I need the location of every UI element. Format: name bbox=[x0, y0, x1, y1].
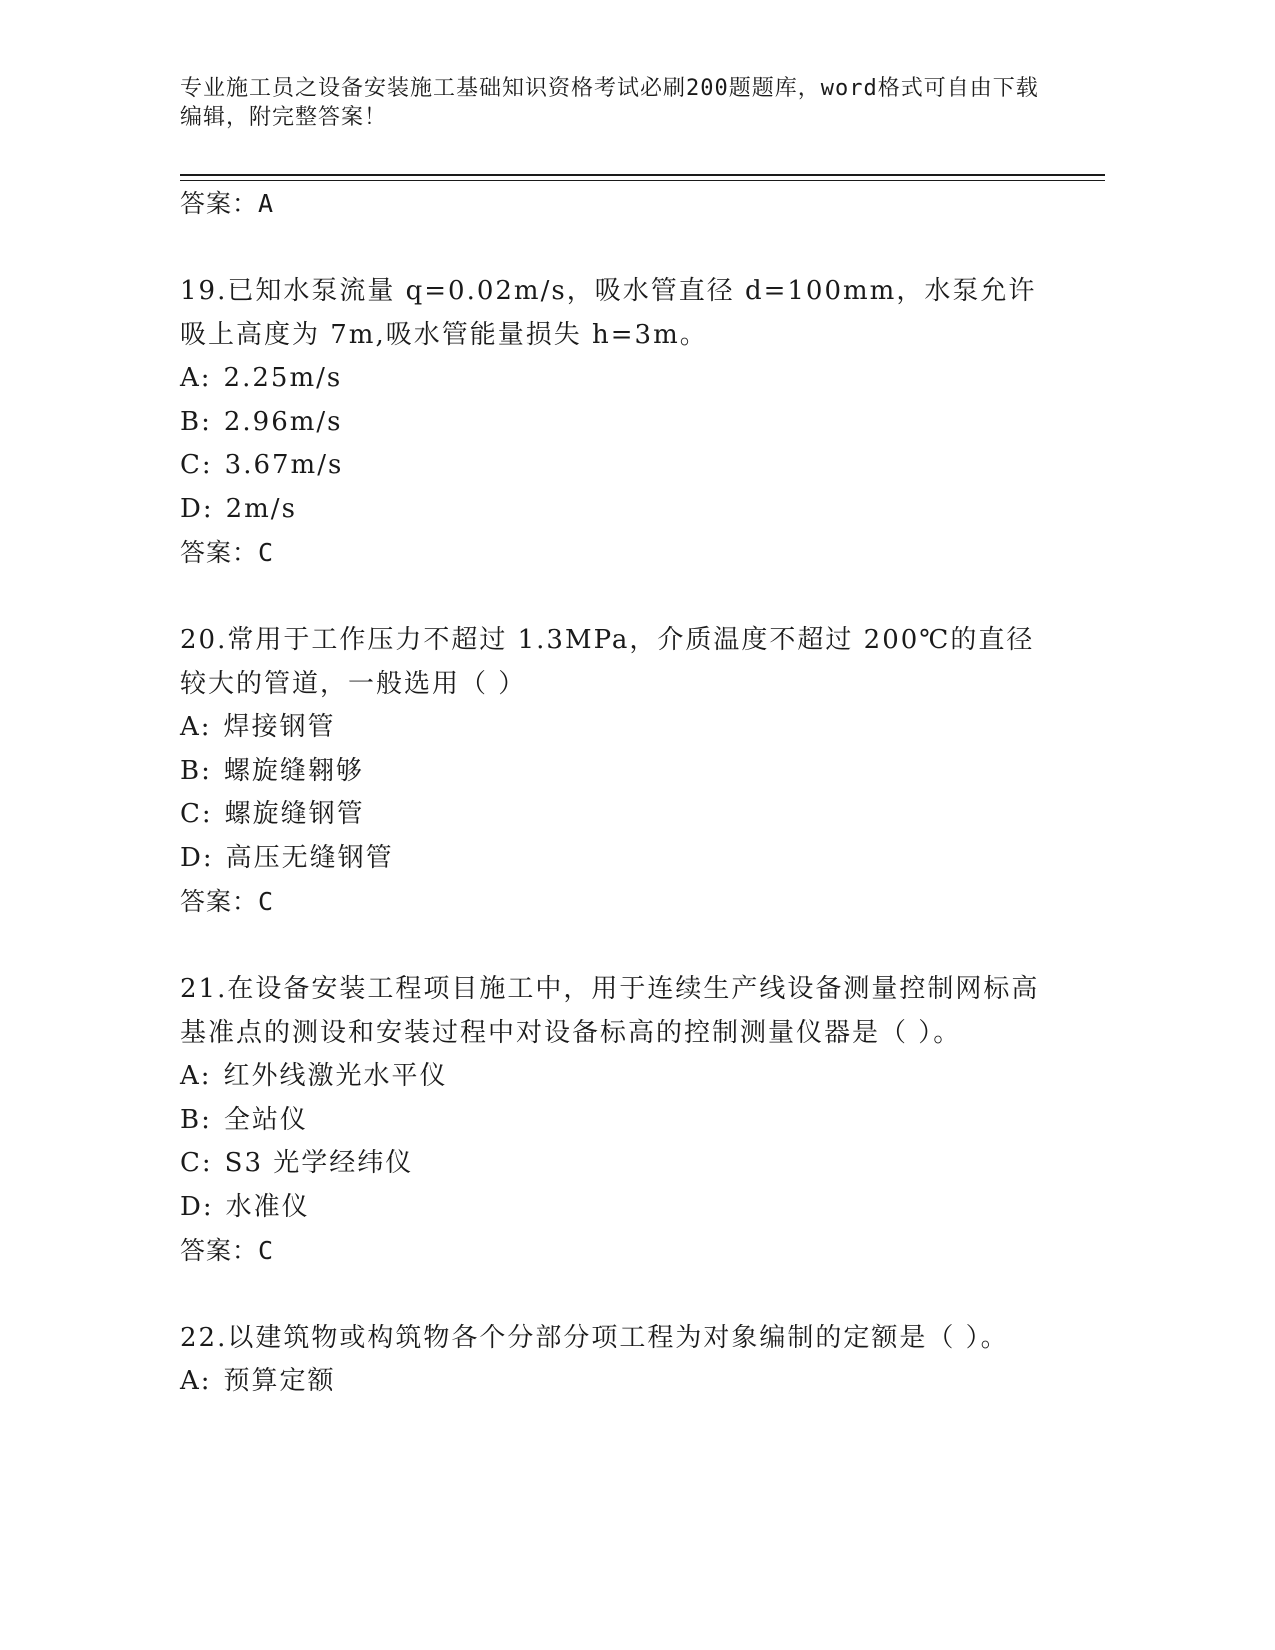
option-label: B: bbox=[180, 406, 212, 437]
option-text: 2.96m/s bbox=[223, 406, 343, 437]
option-label: A: bbox=[180, 1061, 212, 1091]
header-divider-thick bbox=[180, 174, 1105, 176]
answer-line: 答案：C bbox=[180, 1236, 275, 1265]
option-text: 预算定额 bbox=[223, 1366, 336, 1396]
option-text: 水准仪 bbox=[225, 1191, 310, 1222]
option-c bbox=[180, 1142, 1040, 1186]
option-text: 高压无缝钢管 bbox=[225, 842, 394, 873]
option-a bbox=[180, 357, 1040, 401]
option-a bbox=[180, 1055, 1040, 1099]
option-c bbox=[180, 793, 1040, 837]
question-stem: 21.在设备安装工程项目施工中，用于连续生产线设备测量控制网标高基准点的测设和安装过程中对设备标高的控制测量仪器是（ ）。 bbox=[180, 974, 1040, 1048]
question-22 bbox=[180, 1316, 1040, 1404]
option-label: D: bbox=[180, 493, 214, 524]
answer-line: 答案：A bbox=[180, 189, 275, 218]
option-b bbox=[180, 750, 1040, 794]
option-a bbox=[180, 1360, 1040, 1404]
option-b bbox=[180, 1099, 1040, 1143]
option-text: S3 光学经纬仪 bbox=[224, 1148, 414, 1178]
option-a bbox=[180, 706, 1040, 750]
option-b bbox=[180, 401, 1040, 445]
option-label: C: bbox=[180, 799, 213, 829]
question-19 bbox=[180, 269, 1040, 575]
option-text: 螺旋缝钢管 bbox=[224, 799, 365, 829]
option-label: B: bbox=[180, 1104, 212, 1135]
option-label: C: bbox=[180, 450, 213, 480]
document-header: 专业施工员之设备安装施工基础知识资格考试必刷200题题库，word格式可自由下载编辑，附完整答案！ bbox=[180, 76, 1039, 130]
answer-line: 答案：C bbox=[180, 887, 275, 916]
option-d bbox=[180, 837, 1040, 881]
question-stem: 22.以建筑物或构筑物各个分部分项工程为对象编制的定额是（ ）。 bbox=[180, 1323, 1009, 1353]
option-label: A: bbox=[180, 363, 212, 393]
option-text: 2m/s bbox=[225, 493, 297, 524]
option-text: 3.67m/s bbox=[224, 450, 344, 480]
option-text: 全站仪 bbox=[223, 1104, 308, 1135]
question-stem: 19.已知水泵流量 q=0.02m/s，吸水管直径 d=100mm，水泵允许吸上高度为 7m,吸水管能量损失 h=3m。 bbox=[180, 276, 1037, 350]
option-text: 焊接钢管 bbox=[223, 712, 336, 742]
question-list bbox=[180, 180, 1040, 1404]
option-c bbox=[180, 444, 1040, 488]
option-label: A: bbox=[180, 712, 212, 742]
question-20 bbox=[180, 618, 1040, 924]
option-label: A: bbox=[180, 1366, 212, 1396]
answer-line: 答案：C bbox=[180, 538, 275, 567]
question-21 bbox=[180, 967, 1040, 1273]
option-label: D: bbox=[180, 842, 214, 873]
option-text: 红外线激光水平仪 bbox=[223, 1061, 448, 1091]
option-label: B: bbox=[180, 755, 212, 786]
option-label: C: bbox=[180, 1148, 213, 1178]
option-d bbox=[180, 488, 1040, 532]
option-label: D: bbox=[180, 1191, 214, 1222]
question-stem: 20.常用于工作压力不超过 1.3MPa，介质温度不超过 200℃的直径较大的管道，一般选用（ ） bbox=[180, 625, 1035, 699]
option-d bbox=[180, 1186, 1040, 1230]
option-text: 2.25m/s bbox=[223, 363, 343, 393]
option-text: 螺旋缝翱够 bbox=[223, 755, 364, 786]
